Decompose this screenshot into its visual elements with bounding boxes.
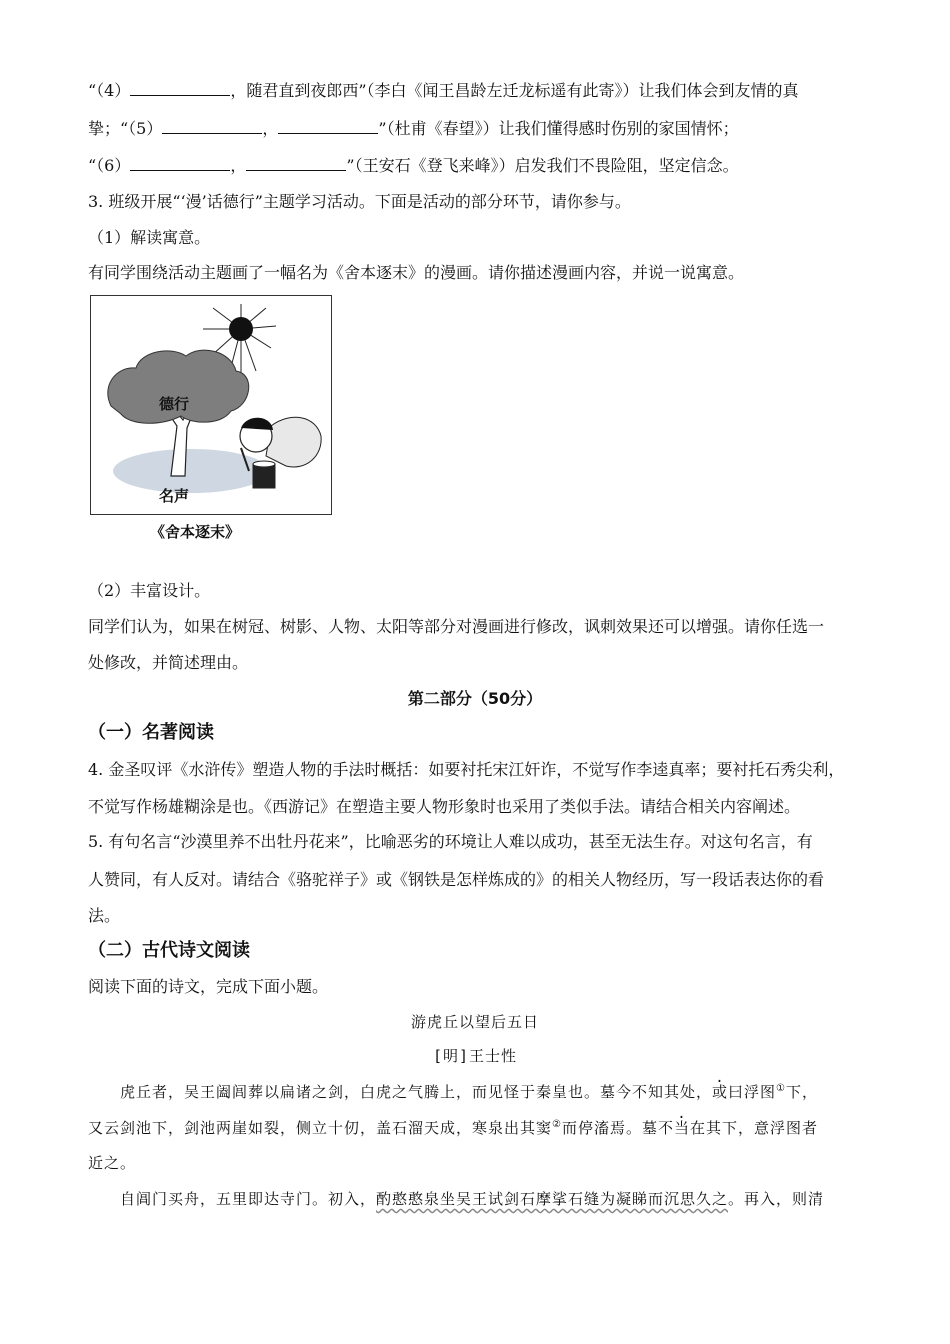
text: “（4） — [88, 81, 131, 100]
question-4-a: 4. 金圣叹评《水浒传》塑造人物的手法时概括：如要衬托宋江奸诈，不觉写作李逵真率；要衬托石秀尖利， — [88, 760, 845, 779]
text: ，随君直到夜郎西”（李白《闻王昌龄左迁龙标遥有此寄》）让我们体会到友情的真 — [230, 81, 799, 100]
person-hair — [241, 418, 273, 430]
person-body — [266, 417, 321, 467]
text: 挚；“（5） — [88, 119, 163, 138]
tree-shadow — [113, 449, 269, 493]
question-3-2-text-a: 同学们认为，如果在树冠、树影、人物、太阳等部分对漫画进行修改，讽刺效果还可以增强。请你任选一 — [88, 617, 825, 636]
cartoon-illustration — [90, 295, 332, 515]
text: ， — [230, 156, 247, 175]
fill-blank-line-4 — [88, 80, 868, 102]
blank-6a[interactable] — [130, 156, 230, 171]
text: 在其下，意浮图者 — [690, 1119, 819, 1137]
poem-author: [明]王士性 — [432, 1047, 518, 1065]
reading-instruction: 阅读下面的诗文，完成下面小题。 — [88, 977, 329, 996]
text: ， — [262, 119, 279, 138]
question-3-2: （2）丰富设计。 — [88, 581, 211, 600]
passage-line-2 — [88, 1114, 868, 1139]
dotted-word: 当 — [674, 1119, 691, 1137]
blank-5a[interactable] — [162, 119, 262, 134]
question-3-2-text-b: 处修改，并简述理由。 — [88, 653, 249, 672]
blank-5b[interactable] — [278, 119, 378, 134]
poem-title: 游虎丘以望后五日 — [410, 1013, 539, 1031]
text: 。再入，则清 — [728, 1190, 825, 1208]
footnote-mark: ① — [776, 1083, 787, 1094]
passage-line-1 — [120, 1078, 900, 1103]
passage-line-4 — [120, 1188, 900, 1210]
passage-line-3: 近之。 — [88, 1154, 137, 1172]
blank-4[interactable] — [130, 81, 230, 96]
text: 曰浮图 — [728, 1083, 777, 1101]
text: 而停滀焉。墓不 — [561, 1119, 674, 1137]
question-5-a: 5. 有句名言“沙漠里养不出牡丹花来”，比喻恶劣的环境让人难以成功，甚至无法生存。对这句名言，有 — [88, 832, 813, 851]
section-heading-1: （一）名著阅读 — [88, 722, 214, 743]
question-5-b: 人赞同，有人反对。请结合《骆驼祥子》或《钢铁是怎样炼成的》的相关人物经历，写一段话表达你的看 — [88, 870, 825, 889]
fill-blank-line-6 — [88, 155, 868, 177]
cartoon-drawing — [91, 296, 331, 514]
text: 又云剑池下，剑池两崖如裂，侧立十仞，盖石溜天成，寒泉出其窦 — [88, 1119, 553, 1137]
fill-blank-line-5 — [88, 118, 868, 140]
dotted-word: 或 — [712, 1083, 729, 1101]
text: “（6） — [88, 156, 131, 175]
section-heading-2: （二）古代诗文阅读 — [88, 940, 250, 961]
paint-bucket — [253, 464, 275, 488]
question-4-b: 不觉写作杨雄糊涂是也。《西游记》在塑造主要人物形象时也采用了类似手法。请结合相关内容阐述。 — [88, 797, 801, 816]
text: 虎丘者，吴王阖闾葬以扁诸之剑，白虎之气腾上，而见怪于秦皇也。墓今不知其处， — [120, 1083, 713, 1101]
shadow-label: 名声 — [159, 487, 190, 505]
sun-icon — [229, 317, 253, 341]
question-3: 3. 班级开展“‘漫’话德行”主题学习活动。下面是活动的部分环节，请你参与。 — [88, 192, 631, 211]
blank-6b[interactable] — [246, 156, 346, 171]
crown-label: 德行 — [159, 395, 190, 413]
cartoon-caption: 《舍本逐末》 — [150, 523, 241, 541]
question-3-1-text: 有同学围绕活动主题画了一幅名为《舍本逐末》的漫画。请你描述漫画内容，并说一说寓意。 — [88, 263, 745, 282]
text: ”（王安石《登飞来峰》）启发我们不畏险阻，坚定信念。 — [346, 156, 739, 175]
text: 下， — [786, 1083, 819, 1101]
wavy-underlined-text: 酌憨憨泉坐吴王试剑石摩挲石缝为凝睇而沉思久之 — [376, 1190, 729, 1208]
part-two-heading: 第二部分（50分） — [407, 689, 543, 708]
question-5-c: 法。 — [88, 906, 121, 925]
paint-bucket-rim — [253, 461, 275, 467]
footnote-mark: ② — [552, 1119, 562, 1130]
text: ”（杜甫《春望》）让我们懂得感时伤别的家国情怀； — [378, 119, 739, 138]
text: 自阊门买舟，五里即达寺门。初入， — [120, 1190, 377, 1208]
question-3-1: （1）解读寓意。 — [88, 228, 211, 247]
